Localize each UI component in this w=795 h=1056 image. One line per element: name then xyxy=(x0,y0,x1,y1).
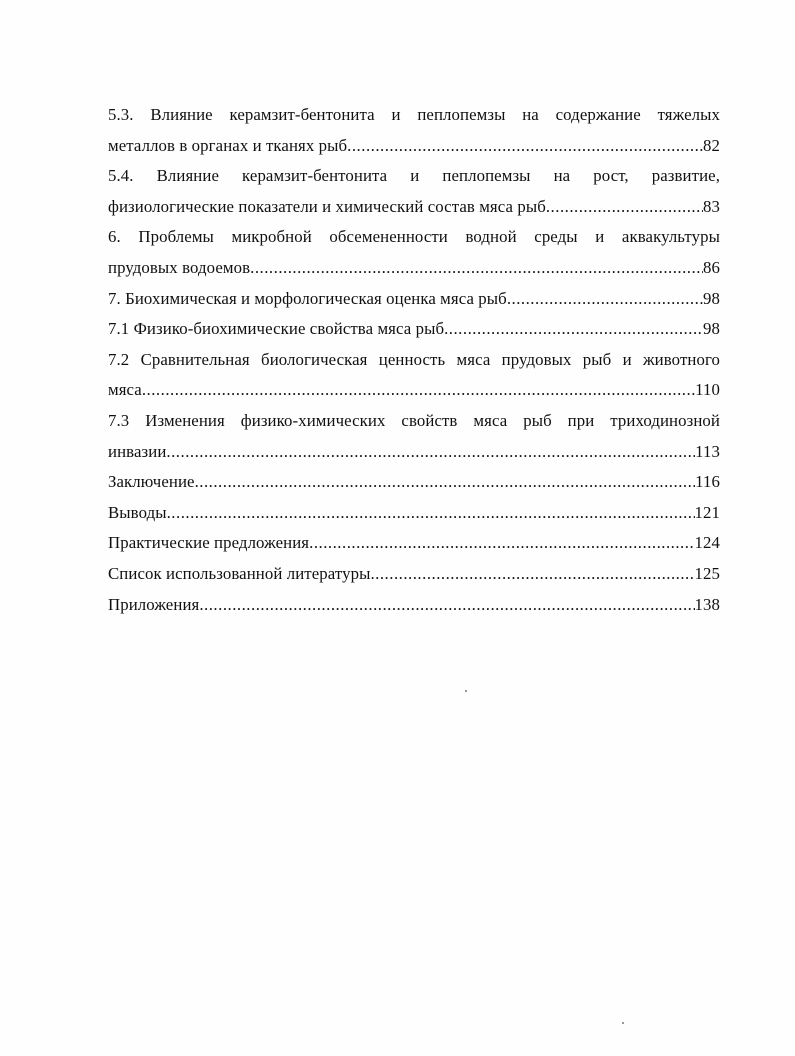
dot-leader xyxy=(250,253,703,284)
toc-page-number: 125 xyxy=(694,563,720,583)
toc-entry-7-2-line-2 xyxy=(108,375,720,406)
dot-leader xyxy=(167,498,695,529)
scan-speck xyxy=(465,690,467,692)
toc-page-number: 110 xyxy=(695,380,720,400)
toc-entry-references xyxy=(108,559,720,590)
toc-page-number: 124 xyxy=(694,533,720,553)
toc-page-number: 98 xyxy=(703,288,720,308)
dot-leader xyxy=(199,590,694,621)
dot-leader xyxy=(347,131,703,162)
toc-entry-7-3-line-2 xyxy=(108,437,720,468)
toc-entry-text: физиологические показатели и химический состав мяса рыб xyxy=(108,196,546,216)
table-of-contents xyxy=(108,100,720,620)
toc-page-number: 82 xyxy=(703,135,720,155)
toc-page-number: 83 xyxy=(703,196,720,216)
toc-entry-text: 7. Биохимическая и морфологическая оценка мяса рыб xyxy=(108,288,507,308)
toc-entry-conclusion xyxy=(108,467,720,498)
toc-entry-text: Приложения xyxy=(108,594,200,614)
toc-entry-text: металлов в органах и тканях рыб xyxy=(108,135,348,155)
scan-speck xyxy=(622,1022,624,1024)
toc-entry-6-line-1: 6. Проблемы микробной обсемененности водной среды и аквакультуры xyxy=(108,227,720,247)
toc-page-number: 113 xyxy=(695,441,720,461)
toc-entry-text: инвазии xyxy=(108,441,167,461)
toc-entry-5-4-line-2 xyxy=(108,192,720,223)
dot-leader xyxy=(309,528,694,559)
dot-leader xyxy=(444,314,703,345)
dot-leader xyxy=(546,192,703,223)
dot-leader xyxy=(166,437,695,468)
toc-page-number: 121 xyxy=(694,502,720,522)
dot-leader xyxy=(370,559,694,590)
toc-entry-text: Список использованной литературы xyxy=(108,563,371,583)
toc-entry-text: 7.1 Физико-биохимические свойства мяса рыб xyxy=(108,319,445,339)
toc-page-number: 86 xyxy=(703,257,720,277)
dot-leader xyxy=(195,467,696,498)
toc-entry-7 xyxy=(108,284,720,315)
toc-page-number: 98 xyxy=(703,319,720,339)
toc-entry-appendices xyxy=(108,590,720,621)
toc-page-number: 138 xyxy=(694,594,720,614)
toc-entry-practical-proposals xyxy=(108,528,720,559)
toc-entry-5-3-line-2 xyxy=(108,131,720,162)
toc-entry-6-line-2 xyxy=(108,253,720,284)
toc-entry-5-3-line-1: 5.3. Влияние керамзит-бентонита и пеплопемзы на содержание тяжелых xyxy=(108,105,720,124)
dot-leader xyxy=(507,284,703,315)
toc-entry-text: мяса xyxy=(108,380,142,400)
toc-page-number: 116 xyxy=(695,472,720,492)
toc-entry-text: Выводы xyxy=(108,502,167,522)
toc-entry-text: Заключение xyxy=(108,472,195,492)
toc-entry-5-4-line-1: 5.4. Влияние керамзит-бентонита и пеплопемзы на рост, развитие, xyxy=(108,166,720,186)
toc-entry-text: Практические предложения xyxy=(108,533,310,553)
toc-entry-text: прудовых водоемов xyxy=(108,257,251,277)
toc-entry-7-1 xyxy=(108,314,720,345)
toc-entry-7-3-line-1: 7.3 Изменения физико-химических свойств мяса рыб при триходинозной xyxy=(108,410,720,430)
dot-leader xyxy=(142,375,695,406)
toc-entry-findings xyxy=(108,498,720,529)
toc-entry-7-2-line-1: 7.2 Сравнительная биологическая ценность мяса прудовых рыб и животного xyxy=(108,349,720,369)
